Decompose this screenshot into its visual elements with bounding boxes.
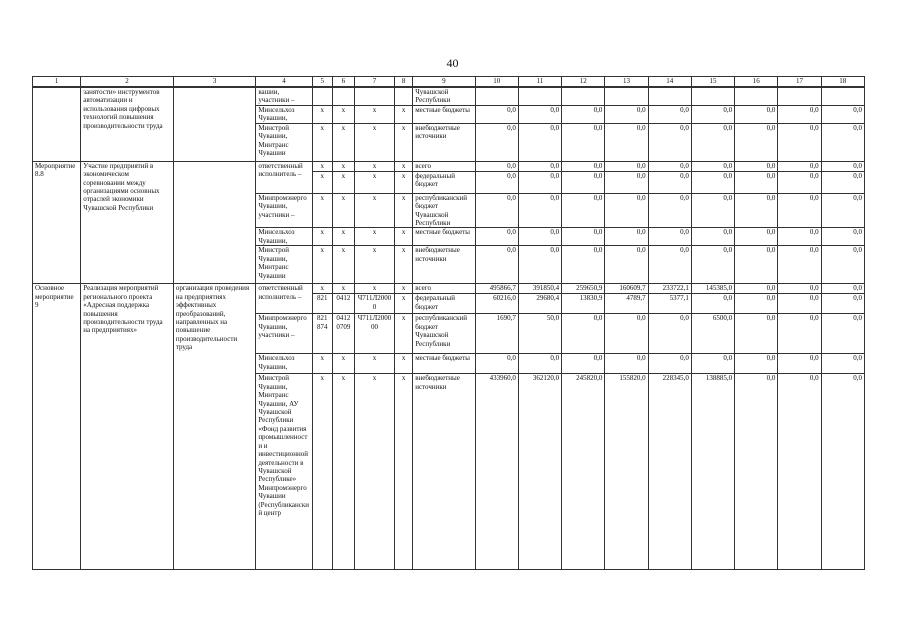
col-header: 6 [332,77,354,88]
value-cell: 0,0 [518,105,561,123]
value-cell [475,87,518,105]
goal-cell [173,161,255,284]
code-vr-cell: x [395,123,413,161]
value-cell: 0,0 [562,123,605,161]
code-rz-cell: x [332,284,354,294]
executor-cell: Минстрой Чувашии, Минтранс Чувашии [256,246,312,284]
value-cell: 145385,0 [691,284,734,294]
code-grbs-cell: 821 874 [312,314,332,354]
value-cell: 0,0 [778,246,821,284]
value-cell: 0,0 [778,284,821,294]
code-csr-cell: x [354,284,394,294]
code-rz-cell: 0412 [332,294,354,314]
code-grbs-cell: x [312,193,332,228]
executor-cell: Минсельхоз Чувашии, [256,354,312,374]
value-cell: 0,0 [475,123,518,161]
code-grbs-cell: x [312,374,332,570]
value-cell: 0,0 [735,354,778,374]
code-grbs-cell: x [312,246,332,284]
row-code-cell [33,87,81,161]
value-cell: 0,0 [648,161,691,171]
value-cell: 0,0 [648,314,691,354]
value-cell: 0,0 [475,171,518,193]
value-cell: 155820,0 [605,374,648,570]
value-cell: 0,0 [691,171,734,193]
code-vr-cell: x [395,374,413,570]
value-cell: 0,0 [475,161,518,171]
value-cell [648,87,691,105]
value-cell: 0,0 [735,228,778,246]
row-code-cell: Мероприятие 8.8 [33,161,81,284]
funding-source-cell: всего [413,161,475,171]
value-cell: 0,0 [821,105,864,123]
value-cell: 259650,9 [562,284,605,294]
value-cell: 0,0 [562,161,605,171]
code-vr-cell: x [395,246,413,284]
value-cell: 50,0 [518,314,561,354]
value-cell: 60216,0 [475,294,518,314]
code-rz-cell: x [332,374,354,570]
funding-source-cell: всего [413,284,475,294]
goal-cell [173,87,255,161]
value-cell [691,87,734,105]
value-cell: 0,0 [648,123,691,161]
code-vr-cell: x [395,284,413,294]
value-cell: 0,0 [605,246,648,284]
code-rz-cell [332,87,354,105]
value-cell [605,87,648,105]
funding-source-cell: федеральный бюджет [413,171,475,193]
value-cell: 0,0 [735,374,778,570]
value-cell: 0,0 [518,193,561,228]
code-csr-cell: x [354,123,394,161]
value-cell: 0,0 [778,193,821,228]
measure-name-cell: занятости» инструментов автоматизации и использования цифровых технологий повышения производительности труда [81,87,174,161]
value-cell: 138885,0 [691,374,734,570]
value-cell: 0,0 [605,171,648,193]
value-cell: 0,0 [691,228,734,246]
budget-table [32,76,865,570]
code-vr-cell: x [395,193,413,228]
value-cell: 0,0 [518,354,561,374]
executor-cell: Минстрой Чувашии, Минтранс Чувашии, АУ Чувашской Республики «Фонд развития промышленности и инвестиционной деятельности в Чувашской Республике» Минпромэнерго Чувашии (Республиканский центр [256,374,312,570]
value-cell: 0,0 [778,228,821,246]
value-cell: 0,0 [562,105,605,123]
value-cell: 0,0 [821,294,864,314]
funding-source-cell: местные бюджеты [413,354,475,374]
code-grbs-cell: x [312,284,332,294]
executor-cell: Минпромэнерго Чувашии, участники – [256,314,312,354]
value-cell: 0,0 [562,354,605,374]
code-csr-cell: x [354,193,394,228]
value-cell [735,87,778,105]
value-cell: 0,0 [778,354,821,374]
value-cell: 433960,0 [475,374,518,570]
value-cell: 0,0 [518,171,561,193]
value-cell: 0,0 [735,314,778,354]
funding-source-cell: внебюджетные источники [413,374,475,570]
col-header: 16 [735,77,778,88]
code-rz-cell: x [332,246,354,284]
value-cell: 0,0 [605,193,648,228]
col-header: 17 [778,77,821,88]
value-cell: 0,0 [821,193,864,228]
value-cell: 0,0 [605,161,648,171]
value-cell: 0,0 [821,246,864,284]
col-header: 3 [173,77,255,88]
value-cell: 0,0 [648,171,691,193]
value-cell: 0,0 [475,354,518,374]
value-cell: 0,0 [735,105,778,123]
code-csr-cell: x [354,246,394,284]
executor-cell: Минпромэнерго Чувашии, участники – [256,193,312,228]
value-cell: 0,0 [821,284,864,294]
value-cell: 13830,9 [562,294,605,314]
value-cell: 6500,0 [691,314,734,354]
value-cell: 0,0 [821,171,864,193]
col-header: 15 [691,77,734,88]
code-csr-cell: Ч711Л200000 [354,314,394,354]
funding-source-cell: Чувашской Республики [413,87,475,105]
code-rz-cell: x [332,105,354,123]
code-csr-cell: x [354,105,394,123]
col-header: 7 [354,77,394,88]
code-csr-cell: x [354,374,394,570]
value-cell: 0,0 [821,123,864,161]
value-cell: 5377,1 [648,294,691,314]
code-grbs-cell [312,87,332,105]
col-header: 18 [821,77,864,88]
col-header: 8 [395,77,413,88]
col-header: 1 [33,77,81,88]
code-rz-cell: x [332,193,354,228]
value-cell [518,87,561,105]
value-cell: 495866,7 [475,284,518,294]
value-cell: 0,0 [735,294,778,314]
value-cell: 0,0 [605,314,648,354]
value-cell: 0,0 [778,105,821,123]
value-cell: 0,0 [605,123,648,161]
value-cell: 362120,0 [518,374,561,570]
code-csr-cell: x [354,171,394,193]
executor-cell: ответственный исполнитель – [256,284,312,314]
value-cell: 0,0 [475,105,518,123]
code-rz-cell: 0412 0709 [332,314,354,354]
code-grbs-cell: x [312,161,332,171]
funding-source-cell: внебюджетные источники [413,246,475,284]
code-rz-cell: x [332,228,354,246]
value-cell: 0,0 [821,314,864,354]
value-cell: 0,0 [778,161,821,171]
value-cell [778,87,821,105]
value-cell: 0,0 [475,246,518,284]
table-row [33,87,865,105]
executor-cell: Минстрой Чувашии, Минтранс Чувашии [256,123,312,161]
value-cell: 0,0 [778,294,821,314]
value-cell: 0,0 [648,105,691,123]
executor-cell: вашии, участники – [256,87,312,105]
value-cell: 0,0 [691,294,734,314]
executor-cell: ответственный исполнитель – [256,161,312,193]
code-grbs-cell: x [312,171,332,193]
code-csr-cell: x [354,161,394,171]
col-header: 10 [475,77,518,88]
code-vr-cell: x [395,228,413,246]
col-header: 14 [648,77,691,88]
col-header: 5 [312,77,332,88]
value-cell: 0,0 [691,105,734,123]
funding-source-cell: внебюджетные источники [413,123,475,161]
value-cell: 0,0 [605,228,648,246]
executor-cell: Минсельхоз Чувашии, [256,228,312,246]
code-vr-cell: x [395,354,413,374]
value-cell: 0,0 [475,228,518,246]
value-cell: 0,0 [518,228,561,246]
value-cell: 0,0 [735,161,778,171]
value-cell: 228345,0 [648,374,691,570]
funding-source-cell: федеральный бюджет [413,294,475,314]
value-cell: 160609,7 [605,284,648,294]
row-code-cell: Основное мероприятие 9 [33,284,81,570]
col-header: 11 [518,77,561,88]
value-cell: 0,0 [735,246,778,284]
code-grbs-cell: x [312,354,332,374]
value-cell: 1690,7 [475,314,518,354]
value-cell: 0,0 [821,228,864,246]
code-rz-cell: x [332,171,354,193]
measure-name-cell: Реализация мероприятий регионального проекта «Адресная поддержка повышения производительности труда на предприятиях» [81,284,174,570]
code-grbs-cell: 821 [312,294,332,314]
code-csr-cell: x [354,228,394,246]
code-rz-cell: x [332,354,354,374]
value-cell: 0,0 [778,374,821,570]
table-row [33,284,865,294]
funding-source-cell: местные бюджеты [413,228,475,246]
col-header: 4 [256,77,312,88]
funding-source-cell: местные бюджеты [413,105,475,123]
col-header: 13 [605,77,648,88]
code-csr-cell: Ч711Л20000 [354,294,394,314]
value-cell [562,87,605,105]
code-csr-cell: x [354,354,394,374]
value-cell: 0,0 [821,354,864,374]
value-cell: 233722,1 [648,284,691,294]
code-vr-cell [395,87,413,105]
value-cell: 0,0 [735,123,778,161]
value-cell: 0,0 [562,193,605,228]
value-cell: 0,0 [691,193,734,228]
value-cell: 0,0 [518,246,561,284]
code-grbs-cell: x [312,105,332,123]
value-cell: 0,0 [778,123,821,161]
col-header: 2 [81,77,174,88]
value-cell: 391850,4 [518,284,561,294]
code-rz-cell: x [332,161,354,171]
value-cell: 0,0 [691,161,734,171]
col-header: 12 [562,77,605,88]
value-cell: 29680,4 [518,294,561,314]
value-cell: 0,0 [778,171,821,193]
col-header: 9 [413,77,475,88]
table-row [33,161,865,171]
value-cell: 4789,7 [605,294,648,314]
value-cell: 0,0 [648,228,691,246]
value-cell: 0,0 [821,161,864,171]
code-grbs-cell: x [312,228,332,246]
value-cell: 0,0 [648,193,691,228]
value-cell: 0,0 [562,171,605,193]
value-cell: 0,0 [778,314,821,354]
code-rz-cell: x [332,123,354,161]
value-cell: 0,0 [691,123,734,161]
value-cell: 0,0 [691,354,734,374]
code-vr-cell: x [395,171,413,193]
funding-source-cell: республиканский бюджет Чувашской Республики [413,314,475,354]
value-cell: 0,0 [518,123,561,161]
value-cell: 0,0 [648,246,691,284]
value-cell: 0,0 [691,246,734,284]
value-cell: 0,0 [562,246,605,284]
value-cell: 245820,0 [562,374,605,570]
code-grbs-cell: x [312,123,332,161]
value-cell: 0,0 [821,374,864,570]
value-cell: 0,0 [735,284,778,294]
value-cell: 0,0 [605,105,648,123]
column-number-row [33,77,865,88]
value-cell [821,87,864,105]
funding-source-cell: республиканский бюджет Чувашской Республики [413,193,475,228]
code-vr-cell: x [395,161,413,171]
measure-name-cell: Участие предприятий в экономическом соревновании между организациями основных отраслей экономики Чувашской Республики [81,161,174,284]
value-cell: 0,0 [605,354,648,374]
value-cell: 0,0 [475,193,518,228]
goal-cell: организация проведения на предприятиях эффективных преобразований, направленных на повышение производительности труда [173,284,255,570]
value-cell: 0,0 [562,228,605,246]
code-vr-cell: x [395,294,413,314]
value-cell: 0,0 [518,161,561,171]
code-csr-cell [354,87,394,105]
executor-cell: Минсельхоз Чувашии, [256,105,312,123]
code-vr-cell: x [395,314,413,354]
value-cell: 0,0 [735,171,778,193]
value-cell: 0,0 [562,314,605,354]
code-vr-cell: x [395,105,413,123]
value-cell: 0,0 [735,193,778,228]
page-number: 40 [446,56,459,70]
value-cell: 0,0 [648,354,691,374]
